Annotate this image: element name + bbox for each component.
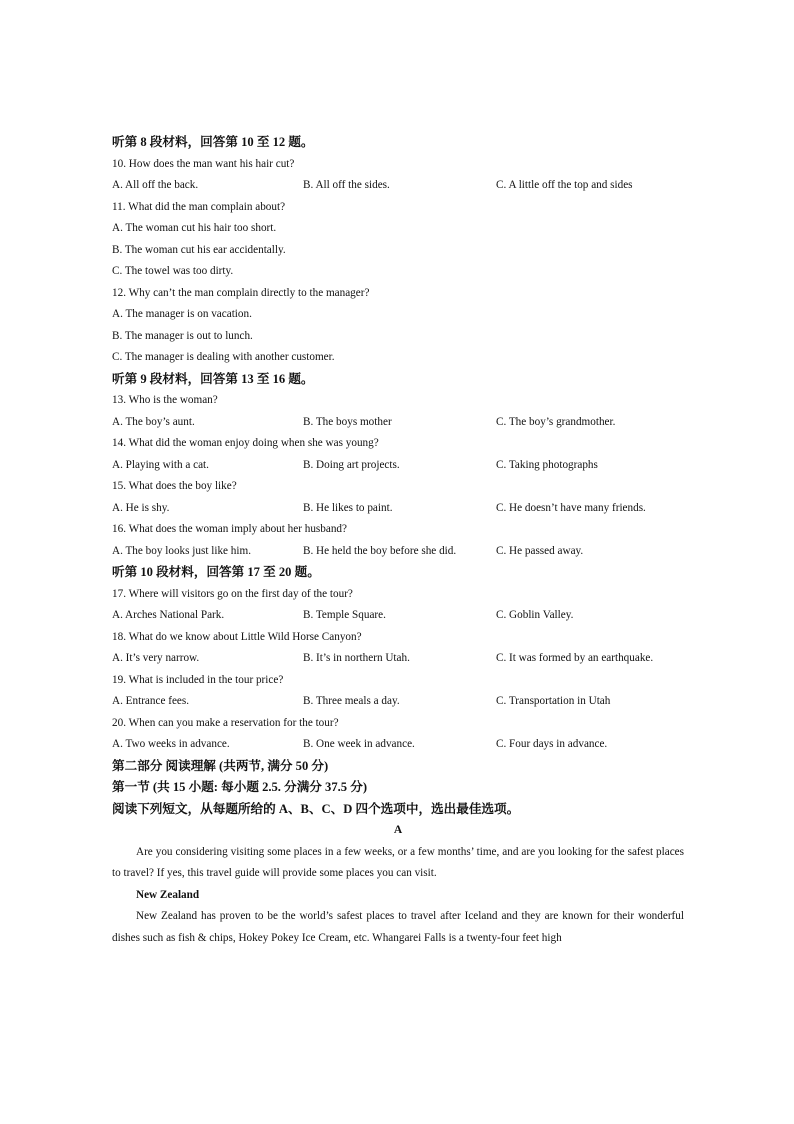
option-a: A. Arches National Park.	[112, 609, 225, 621]
options-row	[112, 734, 684, 756]
option-b: B. All off the sides.	[303, 179, 390, 191]
option-a: A. Playing with a cat.	[112, 458, 209, 471]
option-a: A. Entrance fees.	[112, 695, 190, 707]
question-text: 13. Who is the woman?	[112, 394, 218, 406]
option-c: C. The boy’s grandmother.	[496, 415, 616, 428]
option-c: C. Transportation in Utah	[496, 695, 611, 707]
option-b: B. He likes to paint.	[303, 501, 393, 514]
options-row	[112, 648, 684, 670]
option-c: C. Four days in advance.	[496, 738, 608, 750]
option-c: C. Goblin Valley.	[496, 609, 574, 621]
option-b: B. He held the boy before she did.	[303, 544, 457, 557]
passage-label: A	[393, 824, 403, 836]
question-text: 20. When can you make a reservation for the tour?	[112, 716, 339, 729]
option-a: A. It’s very narrow.	[112, 652, 200, 664]
option-b: B. The boys mother	[303, 415, 392, 428]
options-row	[112, 498, 684, 520]
question-text: 19. What is included in the tour price?	[112, 673, 284, 686]
subheading-new-zealand: New Zealand	[136, 888, 200, 901]
passage-intro: Are you considering visiting some places in a few weeks, or a few months’ time, and are you looking for the safest places to travel? If yes, this travel guide will provide some places you can visit.	[112, 845, 684, 879]
question-text: 10. How does the man want his hair cut?	[112, 157, 295, 170]
option-b: B. Three meals a day.	[303, 695, 400, 707]
option-c: C. He doesn’t have many friends.	[496, 501, 646, 514]
options-row	[112, 691, 684, 713]
option-c: C. It was formed by an earthquake.	[496, 652, 654, 664]
option-a: A. All off the back.	[112, 179, 199, 191]
options-row	[112, 605, 684, 627]
option-c: C. The towel was too dirty.	[112, 265, 234, 277]
exam-page	[112, 132, 684, 949]
question-text: 14. What did the woman enjoy doing when she was young?	[112, 437, 379, 449]
option-b: B. The woman cut his ear accidentally.	[112, 243, 286, 256]
listening-group-header: 听第 10 段材料，回答第 17 至 20 题。	[112, 565, 320, 579]
option-c: C. The manager is dealing with another customer.	[112, 351, 335, 363]
option-a: A. The woman cut his hair too short.	[112, 222, 277, 234]
option-c: C. Taking photographs	[496, 458, 598, 471]
option-c: C. He passed away.	[496, 544, 584, 557]
question-text: 17. Where will visitors go on the first day of the tour?	[112, 587, 353, 600]
question-text: 12. Why can’t the man complain directly to the manager?	[112, 286, 370, 299]
options-row	[112, 541, 684, 563]
part2-title: 第二部分 阅读理解 (共两节, 满分 50 分)	[112, 758, 329, 773]
question-text: 15. What does the boy like?	[112, 480, 237, 492]
reading-instruction: 阅读下列短文，从每题所给的 A、B、C、D 四个选项中，选出最佳选项。	[112, 801, 520, 816]
option-b: B. Temple Square.	[303, 609, 386, 621]
passage-paragraph: New Zealand has proven to be the world’s safest places to travel after Iceland and they are known for their wonderful dishes such as fish & chips, Hokey Pokey Ice Cream, etc. Whangarei Falls is a twenty-four feet high	[112, 910, 684, 944]
question-text: 11. What did the man complain about?	[112, 200, 286, 213]
options-row	[112, 455, 684, 477]
options-row	[112, 412, 684, 434]
option-a: A. Two weeks in advance.	[112, 738, 230, 750]
option-a: A. He is shy.	[112, 501, 170, 514]
options-row	[112, 175, 684, 197]
option-b: B. It’s in northern Utah.	[303, 652, 410, 664]
question-text: 16. What does the woman imply about her husband?	[112, 523, 347, 535]
option-a: A. The boy’s aunt.	[112, 415, 195, 428]
option-a: A. The manager is on vacation.	[112, 308, 252, 320]
listening-group-header: 听第 8 段材料，回答第 10 至 12 题。	[112, 135, 314, 149]
listening-group-header: 听第 9 段材料，回答第 13 至 16 题。	[112, 371, 314, 386]
option-b: B. Doing art projects.	[303, 458, 400, 471]
option-b: B. The manager is out to lunch.	[112, 329, 253, 342]
section1-title: 第一节 (共 15 小题: 每小题 2.5. 分满分 37.5 分)	[112, 780, 368, 794]
option-a: A. The boy looks just like him.	[112, 544, 252, 557]
option-b: B. One week in advance.	[303, 738, 415, 750]
listening-section	[112, 132, 684, 756]
question-text: 18. What do we know about Little Wild Horse Canyon?	[112, 630, 362, 643]
option-c: C. A little off the top and sides	[496, 179, 633, 191]
